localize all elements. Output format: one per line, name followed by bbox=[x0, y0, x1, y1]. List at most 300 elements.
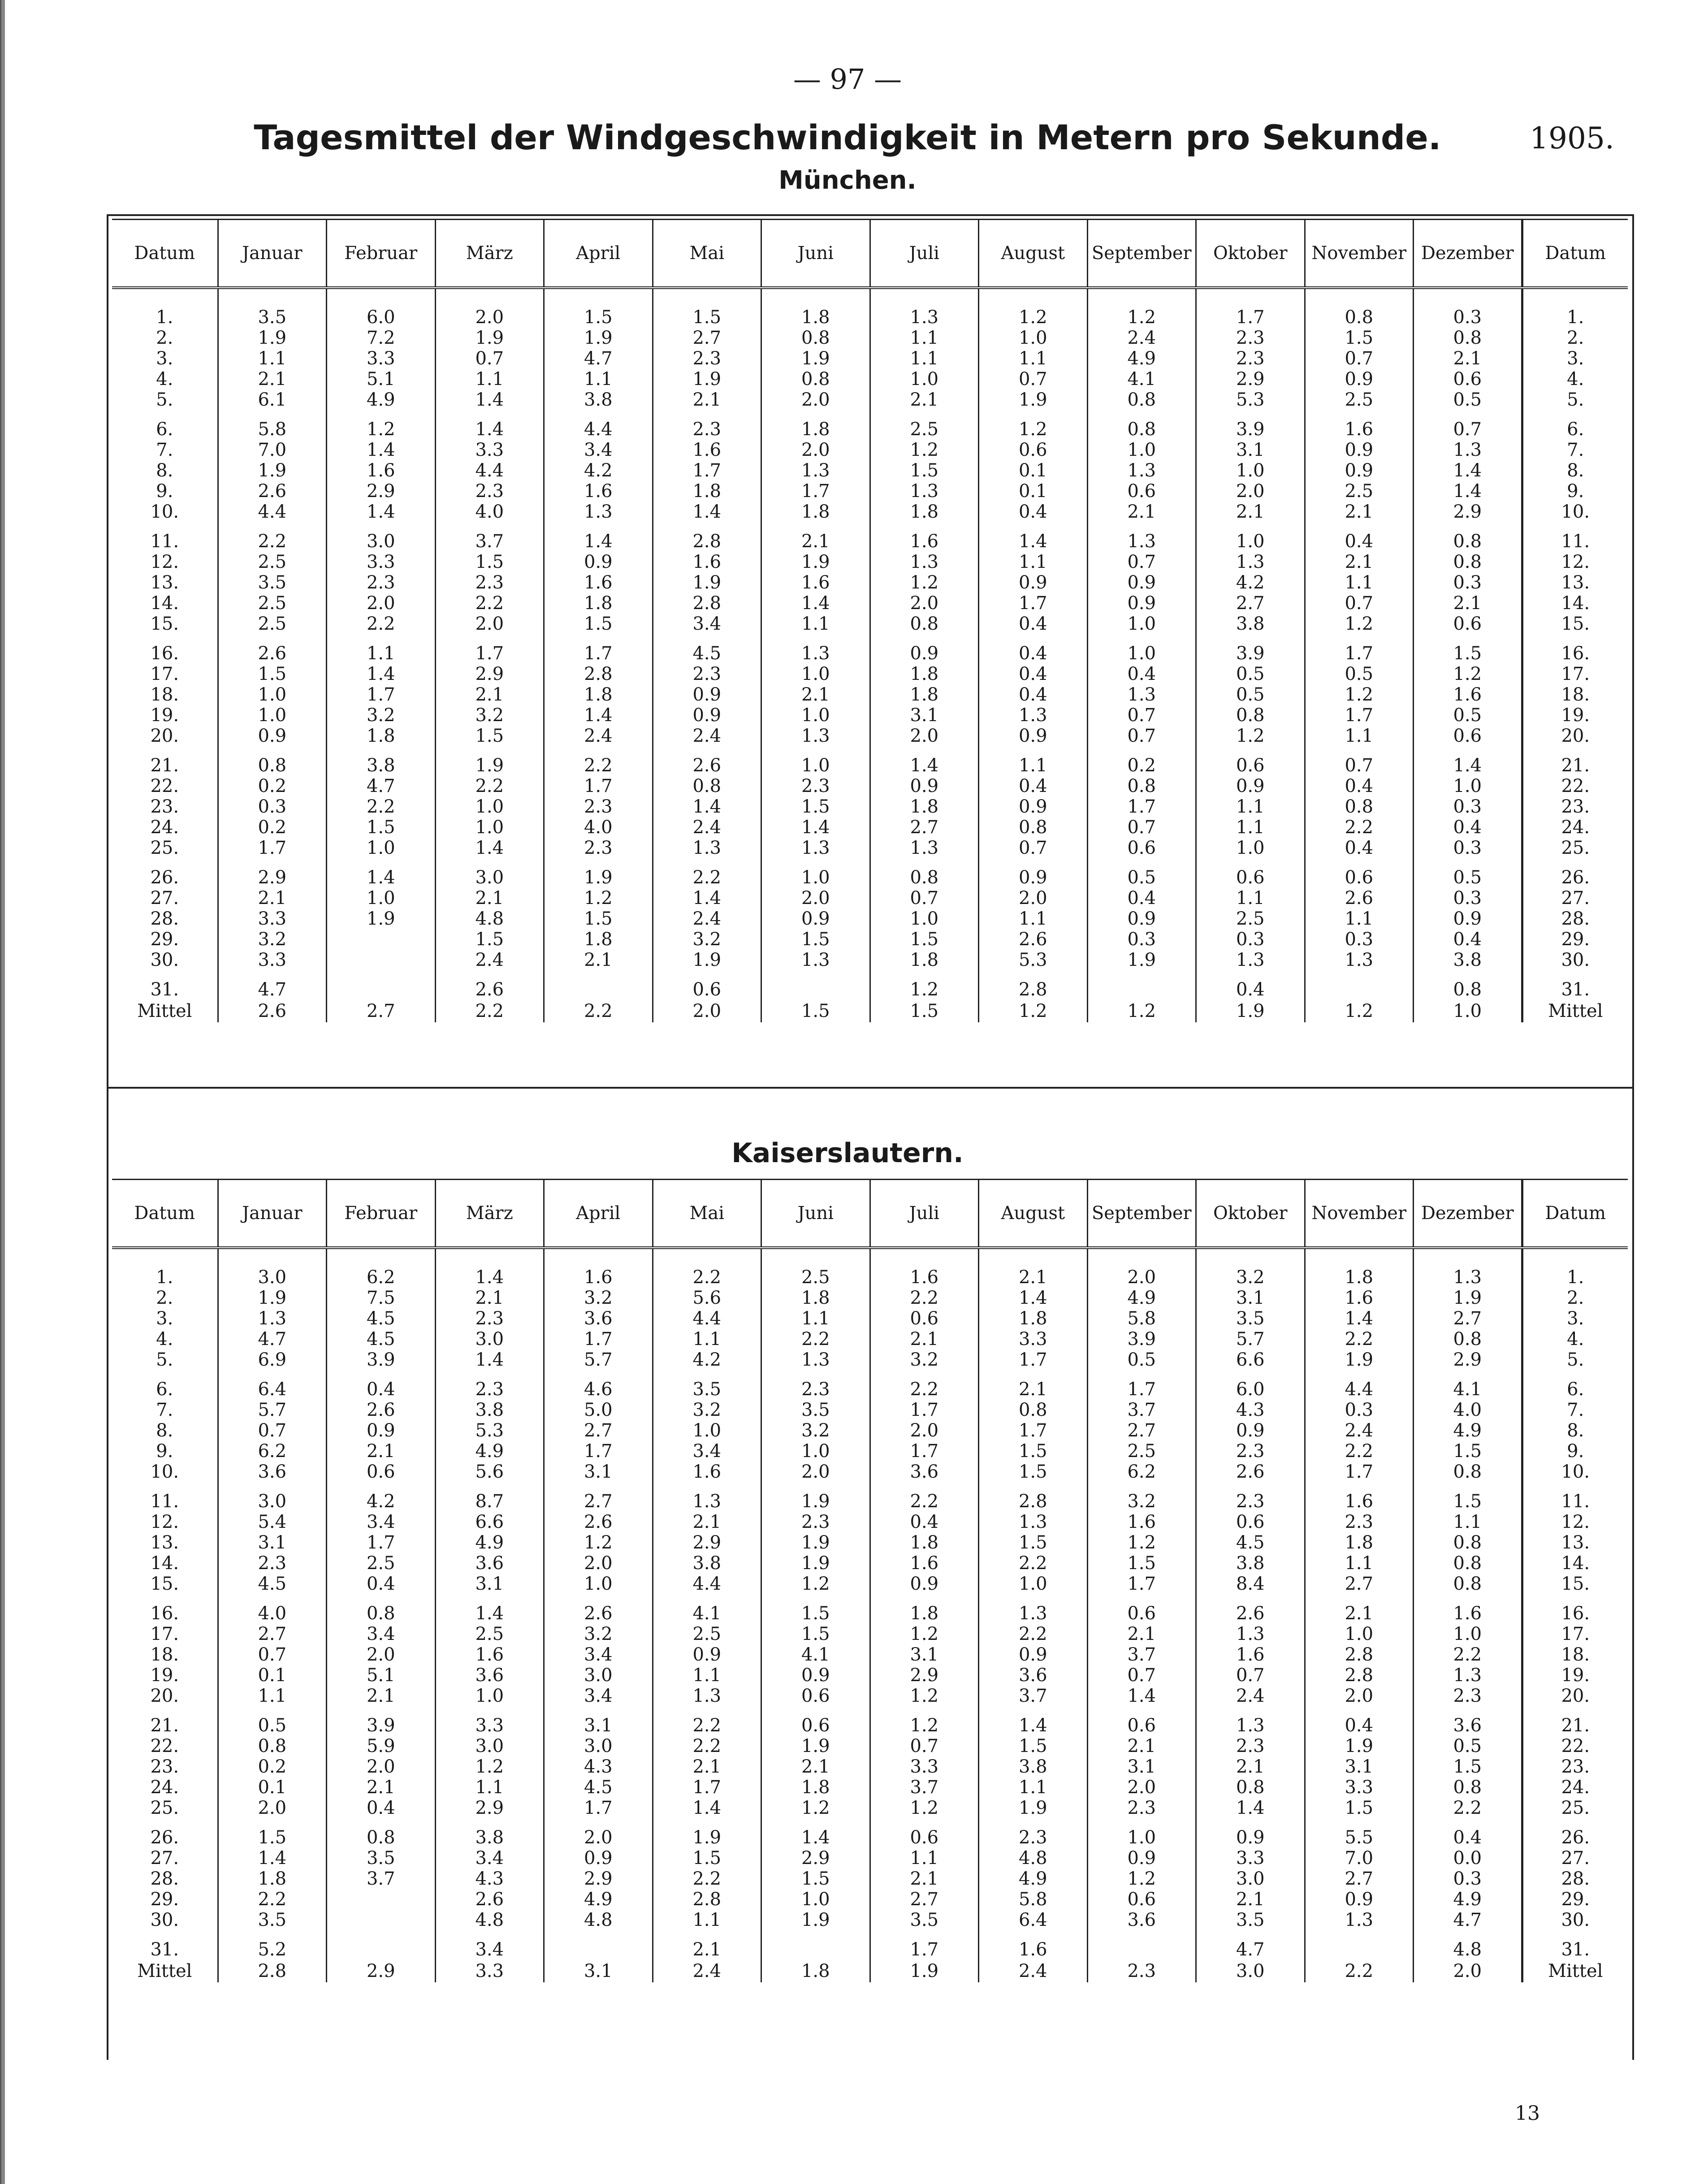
table-row bbox=[112, 796, 1628, 817]
data-cell: 2.9 bbox=[544, 1868, 653, 1889]
data-cell: 1.1 bbox=[761, 614, 870, 634]
data-cell: 1.6 bbox=[544, 481, 653, 502]
data-cell: 1.2 bbox=[979, 410, 1088, 440]
table-row bbox=[112, 1706, 1628, 1736]
data-cell: 1.0 bbox=[761, 858, 870, 888]
table-row bbox=[112, 1462, 1628, 1482]
data-cell: 5.6 bbox=[653, 1288, 761, 1308]
scan-edge-shadow bbox=[0, 0, 6, 2184]
data-cell bbox=[327, 970, 436, 1000]
data-cell: 0.9 bbox=[1305, 1889, 1414, 1910]
data-cell: 0.8 bbox=[218, 746, 327, 776]
column-header-month: September bbox=[1087, 1180, 1196, 1248]
data-cell: 2.1 bbox=[544, 950, 653, 970]
data-cell: 1.9 bbox=[1305, 1349, 1414, 1370]
data-cell: 0.7 bbox=[1414, 410, 1522, 440]
mittel-cell: 1.5 bbox=[870, 1000, 979, 1022]
data-cell: 2.1 bbox=[979, 1370, 1088, 1400]
data-cell: 3.8 bbox=[435, 1818, 544, 1848]
day-label: 5. bbox=[1522, 1349, 1628, 1370]
day-label: 21. bbox=[150, 755, 179, 776]
table-row bbox=[112, 1482, 1628, 1512]
day-label: 31. bbox=[1522, 1930, 1628, 1960]
data-cell: 1.9 bbox=[218, 328, 327, 348]
column-header-month: Dezember bbox=[1414, 220, 1522, 288]
data-cell: 1.9 bbox=[327, 908, 436, 929]
data-cell: 1.4 bbox=[761, 817, 870, 838]
data-cell: 5.7 bbox=[218, 1400, 327, 1420]
data-cell: 5.8 bbox=[979, 1889, 1088, 1910]
data-cell: 2.3 bbox=[327, 572, 436, 593]
data-cell: 1.2 bbox=[761, 1798, 870, 1818]
data-cell: 2.7 bbox=[218, 1624, 327, 1644]
data-cell: 0.6 bbox=[1196, 1512, 1305, 1532]
data-cell: 3.6 bbox=[435, 1553, 544, 1574]
data-cell: 1.6 bbox=[1414, 1594, 1522, 1624]
data-cell: 1.4 bbox=[870, 746, 979, 776]
data-cell: 3.6 bbox=[544, 1308, 653, 1329]
data-cell: 2.8 bbox=[1305, 1665, 1414, 1686]
data-cell: 0.3 bbox=[1414, 572, 1522, 593]
day-label: 2. bbox=[1522, 328, 1628, 348]
table-row bbox=[112, 746, 1628, 776]
day-label: 7. bbox=[1522, 440, 1628, 460]
data-cell: 3.2 bbox=[761, 1420, 870, 1441]
data-cell: 0.6 bbox=[1414, 726, 1522, 746]
data-cell: 1.0 bbox=[1087, 634, 1196, 664]
data-cell: 4.7 bbox=[1414, 1910, 1522, 1930]
data-cell: 3.9 bbox=[1087, 1329, 1196, 1349]
table-row bbox=[112, 726, 1628, 746]
data-cell: 0.4 bbox=[327, 1574, 436, 1594]
data-cell: 1.4 bbox=[544, 705, 653, 726]
data-cell: 3.2 bbox=[1196, 1248, 1305, 1288]
data-cell: 1.8 bbox=[761, 1777, 870, 1798]
data-cell: 0.9 bbox=[1087, 1848, 1196, 1868]
column-header-month: Dezember bbox=[1414, 1180, 1522, 1248]
data-cell: 0.3 bbox=[1305, 1400, 1414, 1420]
data-cell: 2.5 bbox=[1305, 389, 1414, 410]
data-cell: 2.1 bbox=[761, 1756, 870, 1777]
data-cell: 0.5 bbox=[1087, 1349, 1196, 1370]
data-cell: 0.4 bbox=[979, 634, 1088, 664]
data-cell: 1.5 bbox=[979, 1441, 1088, 1462]
day-label: 18. bbox=[150, 1644, 179, 1665]
data-cell: 0.9 bbox=[218, 726, 327, 746]
data-cell: 0.8 bbox=[1414, 1329, 1522, 1349]
day-label: 12. bbox=[1522, 1512, 1628, 1532]
day-label: 27. bbox=[150, 888, 179, 908]
data-cell: 1.7 bbox=[653, 1777, 761, 1798]
data-cell: 1.0 bbox=[1305, 1624, 1414, 1644]
data-cell: 3.6 bbox=[435, 1665, 544, 1686]
data-cell: 0.8 bbox=[1414, 970, 1522, 1000]
day-label: 14. bbox=[150, 593, 179, 614]
data-cell: 6.1 bbox=[218, 389, 327, 410]
data-cell: 3.2 bbox=[327, 705, 436, 726]
data-cell: 2.7 bbox=[544, 1420, 653, 1441]
data-cell: 1.7 bbox=[979, 1420, 1088, 1441]
table-row bbox=[112, 664, 1628, 684]
data-cell: 3.6 bbox=[1087, 1910, 1196, 1930]
column-header-month: Juni bbox=[761, 1180, 870, 1248]
data-cell: 1.9 bbox=[1414, 1288, 1522, 1308]
data-cell: 0.3 bbox=[218, 796, 327, 817]
data-cell: 0.8 bbox=[1414, 1532, 1522, 1553]
day-label: 3. bbox=[1522, 1308, 1628, 1329]
data-cell: 1.0 bbox=[761, 1441, 870, 1462]
data-cell: 3.0 bbox=[218, 1248, 327, 1288]
day-label: 15. bbox=[1522, 614, 1628, 634]
data-cell: 1.9 bbox=[761, 1482, 870, 1512]
data-cell: 1.1 bbox=[979, 746, 1088, 776]
data-cell: 0.7 bbox=[1087, 1665, 1196, 1686]
data-cell: 1.6 bbox=[1414, 684, 1522, 705]
day-label: 19. bbox=[150, 705, 179, 726]
data-cell: 5.8 bbox=[1087, 1308, 1196, 1329]
table-row bbox=[112, 1930, 1628, 1960]
table-row bbox=[112, 328, 1628, 348]
data-cell: 2.5 bbox=[218, 593, 327, 614]
day-label: 17. bbox=[150, 1624, 179, 1644]
data-cell: 5.1 bbox=[327, 1665, 436, 1686]
data-cell: 1.4 bbox=[1414, 746, 1522, 776]
data-cell: 6.0 bbox=[327, 288, 436, 328]
day-label: 9. bbox=[156, 481, 173, 502]
data-cell: 0.9 bbox=[1196, 1420, 1305, 1441]
data-cell: 3.4 bbox=[544, 1686, 653, 1706]
day-label: 23. bbox=[1522, 1756, 1628, 1777]
data-cell: 1.0 bbox=[1414, 1624, 1522, 1644]
data-cell: 1.9 bbox=[435, 746, 544, 776]
table-row bbox=[112, 502, 1628, 522]
data-cell: 0.5 bbox=[1414, 858, 1522, 888]
mittel-cell: 1.0 bbox=[1414, 1000, 1522, 1022]
data-cell: 2.9 bbox=[218, 858, 327, 888]
data-cell: 2.1 bbox=[870, 1868, 979, 1889]
data-cell: 0.6 bbox=[870, 1818, 979, 1848]
day-label: 9. bbox=[156, 1441, 173, 1462]
data-cell bbox=[1305, 1930, 1414, 1960]
mittel-cell: 2.8 bbox=[218, 1960, 327, 1982]
data-cell: 2.7 bbox=[1414, 1308, 1522, 1329]
column-header-month: August bbox=[979, 220, 1088, 288]
mittel-label: Mittel bbox=[1522, 1960, 1628, 1982]
data-cell: 3.8 bbox=[653, 1553, 761, 1574]
data-cell: 4.7 bbox=[1196, 1930, 1305, 1960]
day-label: 4. bbox=[156, 369, 173, 389]
data-cell: 2.4 bbox=[1196, 1686, 1305, 1706]
table-row bbox=[112, 1441, 1628, 1462]
data-cell: 1.1 bbox=[979, 1777, 1088, 1798]
day-label: 21. bbox=[1522, 746, 1628, 776]
data-cell: 1.7 bbox=[979, 593, 1088, 614]
data-cell: 3.5 bbox=[1196, 1910, 1305, 1930]
data-cell: 2.1 bbox=[1196, 502, 1305, 522]
data-cell: 0.8 bbox=[1305, 288, 1414, 328]
data-cell: 0.8 bbox=[870, 858, 979, 888]
data-cell: 6.4 bbox=[218, 1370, 327, 1400]
section-divider bbox=[107, 1087, 1634, 1089]
data-cell: 1.3 bbox=[761, 950, 870, 970]
data-cell: 0.9 bbox=[979, 858, 1088, 888]
data-cell: 3.2 bbox=[870, 1349, 979, 1370]
data-cell: 1.1 bbox=[1305, 726, 1414, 746]
data-cell: 0.7 bbox=[870, 888, 979, 908]
day-label: 21. bbox=[150, 1715, 179, 1736]
data-cell: 1.7 bbox=[870, 1441, 979, 1462]
data-cell: 1.2 bbox=[761, 1574, 870, 1594]
table-row bbox=[112, 1889, 1628, 1910]
data-cell: 2.8 bbox=[979, 970, 1088, 1000]
data-cell: 1.8 bbox=[870, 1594, 979, 1624]
data-cell: 0.7 bbox=[1196, 1665, 1305, 1686]
column-header-datum: Datum bbox=[112, 220, 218, 288]
station-title-muenchen: München. bbox=[778, 166, 917, 195]
data-cell: 1.1 bbox=[1196, 817, 1305, 838]
data-cell: 1.1 bbox=[544, 369, 653, 389]
table-row bbox=[112, 776, 1628, 796]
data-cell: 1.3 bbox=[761, 726, 870, 746]
data-cell: 7.0 bbox=[1305, 1848, 1414, 1868]
day-label: 22. bbox=[1522, 1736, 1628, 1756]
data-cell: 3.4 bbox=[544, 440, 653, 460]
data-cell: 0.7 bbox=[218, 1644, 327, 1665]
data-cell: 0.4 bbox=[870, 1512, 979, 1532]
day-label: 16. bbox=[150, 643, 179, 664]
data-cell: 0.6 bbox=[1087, 1706, 1196, 1736]
header-row bbox=[112, 220, 1628, 288]
data-cell: 0.6 bbox=[1305, 858, 1414, 888]
day-label: 29. bbox=[150, 1889, 179, 1910]
data-cell: 2.6 bbox=[1196, 1462, 1305, 1482]
data-cell: 0.4 bbox=[1087, 664, 1196, 684]
data-cell: 2.5 bbox=[218, 552, 327, 572]
data-cell: 1.6 bbox=[653, 552, 761, 572]
column-header-month: Januar bbox=[218, 1180, 327, 1248]
data-cell: 1.8 bbox=[327, 726, 436, 746]
data-cell: 1.3 bbox=[1087, 460, 1196, 481]
day-label: 8. bbox=[1522, 460, 1628, 481]
data-cell: 0.6 bbox=[1087, 838, 1196, 858]
table-row bbox=[112, 1400, 1628, 1420]
data-cell: 0.9 bbox=[1414, 908, 1522, 929]
day-label: 16. bbox=[1522, 634, 1628, 664]
data-cell: 2.3 bbox=[1196, 1482, 1305, 1512]
data-cell: 1.3 bbox=[1196, 950, 1305, 970]
data-cell: 1.8 bbox=[761, 1288, 870, 1308]
data-cell: 4.9 bbox=[544, 1889, 653, 1910]
data-cell: 1.5 bbox=[218, 664, 327, 684]
data-cell: 0.8 bbox=[979, 817, 1088, 838]
day-label: 29. bbox=[1522, 1889, 1628, 1910]
table-row bbox=[112, 369, 1628, 389]
data-cell: 2.3 bbox=[435, 481, 544, 502]
table-row bbox=[112, 614, 1628, 634]
data-cell: 0.6 bbox=[761, 1686, 870, 1706]
data-cell: 5.3 bbox=[1196, 389, 1305, 410]
data-cell: 2.8 bbox=[653, 593, 761, 614]
day-label: 10. bbox=[150, 502, 179, 522]
data-cell: 2.2 bbox=[653, 1868, 761, 1889]
data-cell: 1.5 bbox=[870, 460, 979, 481]
mittel-label: Mittel bbox=[1522, 1000, 1628, 1022]
data-cell: 0.8 bbox=[1087, 389, 1196, 410]
data-cell: 0.7 bbox=[1087, 726, 1196, 746]
data-cell: 4.4 bbox=[218, 502, 327, 522]
data-cell: 4.5 bbox=[1196, 1532, 1305, 1553]
data-cell: 3.1 bbox=[544, 1462, 653, 1482]
day-label: 14. bbox=[1522, 593, 1628, 614]
column-header-month: März bbox=[435, 1180, 544, 1248]
table-row bbox=[112, 705, 1628, 726]
data-cell: 1.3 bbox=[218, 1308, 327, 1329]
data-cell: 2.1 bbox=[1087, 1624, 1196, 1644]
data-cell: 0.7 bbox=[1305, 593, 1414, 614]
data-cell bbox=[327, 1930, 436, 1960]
data-cell: 3.6 bbox=[218, 1462, 327, 1482]
data-cell: 2.3 bbox=[435, 572, 544, 593]
data-cell: 0.8 bbox=[979, 1400, 1088, 1420]
data-cell: 1.4 bbox=[1087, 1686, 1196, 1706]
day-label: 28. bbox=[150, 908, 179, 929]
data-cell: 4.5 bbox=[653, 634, 761, 664]
data-cell: 2.4 bbox=[1305, 1420, 1414, 1441]
data-cell: 1.1 bbox=[979, 908, 1088, 929]
data-cell: 3.6 bbox=[870, 1462, 979, 1482]
data-cell: 1.4 bbox=[435, 838, 544, 858]
data-cell: 2.9 bbox=[1414, 1349, 1522, 1370]
table-row bbox=[112, 929, 1628, 950]
data-cell: 2.3 bbox=[1087, 1798, 1196, 1818]
data-cell: 6.9 bbox=[218, 1349, 327, 1370]
data-cell: 2.2 bbox=[1305, 1441, 1414, 1462]
data-cell: 1.5 bbox=[1305, 328, 1414, 348]
table-row bbox=[112, 1370, 1628, 1400]
data-cell: 2.2 bbox=[870, 1288, 979, 1308]
data-cell: 2.9 bbox=[435, 1798, 544, 1818]
data-cell: 2.2 bbox=[761, 1329, 870, 1349]
day-label: 7. bbox=[156, 1400, 173, 1420]
data-cell: 3.3 bbox=[327, 552, 436, 572]
table-row bbox=[112, 288, 1628, 328]
data-cell: 2.2 bbox=[327, 796, 436, 817]
data-cell: 1.4 bbox=[979, 1706, 1088, 1736]
data-cell: 1.4 bbox=[327, 664, 436, 684]
data-cell: 4.1 bbox=[1087, 369, 1196, 389]
data-cell: 2.3 bbox=[653, 348, 761, 369]
data-cell: 1.4 bbox=[435, 1248, 544, 1288]
data-cell: 2.3 bbox=[435, 1308, 544, 1329]
data-cell: 3.7 bbox=[1087, 1644, 1196, 1665]
data-cell: 0.2 bbox=[218, 1756, 327, 1777]
data-cell: 0.9 bbox=[1305, 369, 1414, 389]
data-cell: 4.9 bbox=[979, 1868, 1088, 1889]
data-cell: 1.1 bbox=[435, 369, 544, 389]
data-cell: 4.0 bbox=[218, 1594, 327, 1624]
day-label: 28. bbox=[1522, 908, 1628, 929]
mittel-row bbox=[112, 1960, 1628, 1982]
day-label: 4. bbox=[1522, 1329, 1628, 1349]
data-cell: 1.2 bbox=[870, 1624, 979, 1644]
data-cell: 1.3 bbox=[653, 838, 761, 858]
data-cell: 3.9 bbox=[327, 1349, 436, 1370]
data-cell: 1.7 bbox=[1196, 288, 1305, 328]
data-cell: 6.6 bbox=[435, 1512, 544, 1532]
data-cell: 3.5 bbox=[1196, 1308, 1305, 1329]
data-cell: 0.6 bbox=[870, 1308, 979, 1329]
column-header-month: Juni bbox=[761, 220, 870, 288]
data-cell: 3.2 bbox=[1087, 1482, 1196, 1512]
data-cell: 1.4 bbox=[1414, 460, 1522, 481]
data-cell: 1.5 bbox=[1414, 634, 1522, 664]
data-cell: 0.4 bbox=[1414, 929, 1522, 950]
day-label: 14. bbox=[150, 1553, 179, 1574]
data-cell: 2.1 bbox=[1414, 348, 1522, 369]
data-cell: 1.0 bbox=[435, 796, 544, 817]
data-cell: 1.1 bbox=[1414, 1512, 1522, 1532]
data-cell: 1.2 bbox=[1305, 614, 1414, 634]
day-label: 23. bbox=[1522, 796, 1628, 817]
column-header-month: März bbox=[435, 220, 544, 288]
data-cell: 1.6 bbox=[653, 440, 761, 460]
data-cell: 1.7 bbox=[653, 460, 761, 481]
day-label: 6. bbox=[156, 1379, 173, 1400]
data-cell: 4.7 bbox=[327, 776, 436, 796]
data-cell bbox=[1087, 1930, 1196, 1960]
data-cell: 1.0 bbox=[218, 705, 327, 726]
data-cell: 1.9 bbox=[761, 348, 870, 369]
column-header-month: Juli bbox=[870, 1180, 979, 1248]
data-cell: 0.4 bbox=[979, 502, 1088, 522]
mittel-cell: 2.2 bbox=[1305, 1960, 1414, 1982]
data-cell: 3.8 bbox=[979, 1756, 1088, 1777]
data-cell: 2.4 bbox=[544, 726, 653, 746]
data-cell: 4.8 bbox=[1414, 1930, 1522, 1960]
data-cell: 3.5 bbox=[870, 1910, 979, 1930]
data-cell: 2.9 bbox=[653, 1532, 761, 1553]
data-cell: 2.0 bbox=[327, 1756, 436, 1777]
data-cell: 6.2 bbox=[327, 1248, 436, 1288]
column-header-datum: Datum bbox=[112, 1180, 218, 1248]
data-cell: 1.3 bbox=[870, 838, 979, 858]
table-row bbox=[112, 1512, 1628, 1532]
data-cell: 0.8 bbox=[1414, 1777, 1522, 1798]
data-cell: 4.9 bbox=[1414, 1889, 1522, 1910]
data-cell: 2.2 bbox=[979, 1624, 1088, 1644]
data-cell: 2.6 bbox=[1196, 1594, 1305, 1624]
data-cell: 1.3 bbox=[544, 502, 653, 522]
data-cell: 0.8 bbox=[1414, 522, 1522, 552]
data-cell: 1.2 bbox=[544, 1532, 653, 1553]
data-cell: 2.8 bbox=[1305, 1644, 1414, 1665]
column-header-month: Juli bbox=[870, 220, 979, 288]
data-cell: 3.2 bbox=[653, 1400, 761, 1420]
data-cell: 1.1 bbox=[1196, 796, 1305, 817]
data-cell: 1.4 bbox=[653, 1798, 761, 1818]
data-cell: 4.4 bbox=[544, 410, 653, 440]
data-cell: 0.9 bbox=[979, 796, 1088, 817]
data-cell: 2.3 bbox=[761, 776, 870, 796]
data-cell: 3.4 bbox=[327, 1512, 436, 1532]
day-label: 1. bbox=[156, 307, 173, 328]
data-cell: 2.7 bbox=[544, 1482, 653, 1512]
table-row bbox=[112, 817, 1628, 838]
data-cell: 2.4 bbox=[653, 726, 761, 746]
data-cell: 1.1 bbox=[1305, 908, 1414, 929]
mittel-cell: 3.0 bbox=[1196, 1960, 1305, 1982]
data-cell: 0.2 bbox=[218, 776, 327, 796]
